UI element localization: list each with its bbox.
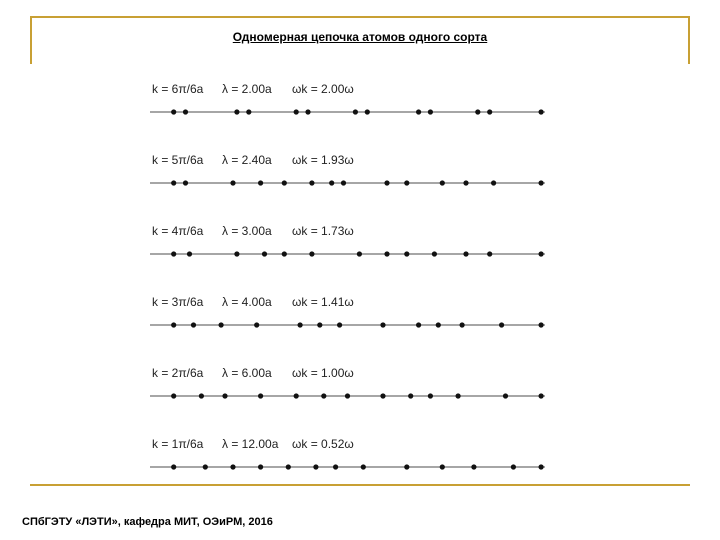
atom-dot: [294, 109, 299, 114]
atom-dot: [539, 322, 544, 327]
atom-dot: [329, 180, 334, 185]
atom-dot: [365, 109, 370, 114]
chain-panel: [140, 153, 560, 197]
chain-panel: [140, 224, 560, 268]
atom-dot: [313, 464, 318, 469]
atom-dot: [171, 180, 176, 185]
atom-dot: [491, 180, 496, 185]
wavelength-label: λ = 4.00a: [222, 295, 272, 309]
atom-dot: [298, 322, 303, 327]
atom-dot: [539, 109, 544, 114]
frequency-label: ωk = 0.52ω: [292, 437, 354, 451]
atom-dot: [171, 251, 176, 256]
wavevector-label: k = 2π/6a: [152, 366, 204, 380]
chain-panel: [140, 295, 560, 339]
atom-dot: [171, 322, 176, 327]
wavelength-label: λ = 12.00a: [222, 437, 279, 451]
wavevector-label: k = 3π/6a: [152, 295, 204, 309]
atom-dot: [309, 251, 314, 256]
frequency-label: ωk = 1.93ω: [292, 153, 354, 167]
atom-dot: [404, 180, 409, 185]
slide-frame-top: [30, 16, 690, 18]
atom-dot: [471, 464, 476, 469]
atom-dot: [511, 464, 516, 469]
atom-dot: [171, 109, 176, 114]
atom-dot: [345, 393, 350, 398]
atom-dot: [309, 180, 314, 185]
wavelength-label: λ = 6.00a: [222, 366, 272, 380]
slide-footer: СПбГЭТУ «ЛЭТИ», кафедра МИТ, ОЭиРМ, 2016: [22, 516, 273, 528]
atom-dot: [341, 180, 346, 185]
atom-dot: [357, 251, 362, 256]
wavelength-label: λ = 2.00a: [222, 82, 272, 96]
atom-dot: [503, 393, 508, 398]
atom-dot: [432, 251, 437, 256]
atom-dot: [384, 180, 389, 185]
atom-dot: [333, 464, 338, 469]
atom-dot: [404, 251, 409, 256]
atom-dot: [380, 322, 385, 327]
atom-dot: [230, 464, 235, 469]
atom-dot: [539, 464, 544, 469]
atom-dot: [475, 109, 480, 114]
atom-dot: [294, 393, 299, 398]
atom-dot: [282, 251, 287, 256]
atom-dot: [246, 109, 251, 114]
atom-dot: [436, 322, 441, 327]
atom-dot: [234, 251, 239, 256]
atom-dot: [384, 251, 389, 256]
atom-dot: [222, 393, 227, 398]
atom-dot: [463, 180, 468, 185]
atom-dot: [380, 393, 385, 398]
atom-dot: [254, 322, 259, 327]
wavevector-label: k = 1π/6a: [152, 437, 204, 451]
atom-dot: [258, 180, 263, 185]
atom-dot: [230, 180, 235, 185]
atom-dot: [258, 464, 263, 469]
atom-dot: [499, 322, 504, 327]
atom-dot: [539, 251, 544, 256]
atom-dot: [487, 109, 492, 114]
atom-dot: [219, 322, 224, 327]
atom-dot: [539, 393, 544, 398]
atom-dot: [428, 109, 433, 114]
atom-dot: [282, 180, 287, 185]
atom-dot: [539, 180, 544, 185]
atom-dot: [321, 393, 326, 398]
atom-dot: [286, 464, 291, 469]
atom-dot: [203, 464, 208, 469]
atom-dot: [463, 251, 468, 256]
atom-dot: [234, 109, 239, 114]
atom-dot: [187, 251, 192, 256]
wavelength-label: λ = 2.40a: [222, 153, 272, 167]
frequency-label: ωk = 1.00ω: [292, 366, 354, 380]
atom-dot: [262, 251, 267, 256]
atom-dot: [353, 109, 358, 114]
atom-dot: [456, 393, 461, 398]
atom-dot: [440, 180, 445, 185]
atom-dot: [416, 109, 421, 114]
atom-dot: [428, 393, 433, 398]
atom-dot: [416, 322, 421, 327]
slide-title: Одномерная цепочка атомов одного сорта: [232, 30, 488, 44]
wavevector-label: k = 5π/6a: [152, 153, 204, 167]
frequency-label: ωk = 2.00ω: [292, 82, 354, 96]
wavevector-label: k = 6π/6a: [152, 82, 204, 96]
atom-dot: [183, 180, 188, 185]
atom-dot: [361, 464, 366, 469]
atom-dot: [404, 464, 409, 469]
atom-dot: [317, 322, 322, 327]
atom-dot: [408, 393, 413, 398]
wavevector-label: k = 4π/6a: [152, 224, 204, 238]
atom-dot: [337, 322, 342, 327]
slide-frame-bottom: [30, 484, 690, 486]
atom-dot: [440, 464, 445, 469]
atom-dot: [199, 393, 204, 398]
chain-panel: [140, 82, 560, 126]
chain-panel: [140, 366, 560, 410]
atom-dot: [183, 109, 188, 114]
chain-panel: [140, 437, 560, 481]
frequency-label: ωk = 1.73ω: [292, 224, 354, 238]
atom-dot: [258, 393, 263, 398]
atom-dot: [305, 109, 310, 114]
frequency-label: ωk = 1.41ω: [292, 295, 354, 309]
atom-dot: [460, 322, 465, 327]
wavelength-label: λ = 3.00a: [222, 224, 272, 238]
atom-dot: [171, 393, 176, 398]
atom-dot: [191, 322, 196, 327]
atom-dot: [487, 251, 492, 256]
atom-dot: [171, 464, 176, 469]
